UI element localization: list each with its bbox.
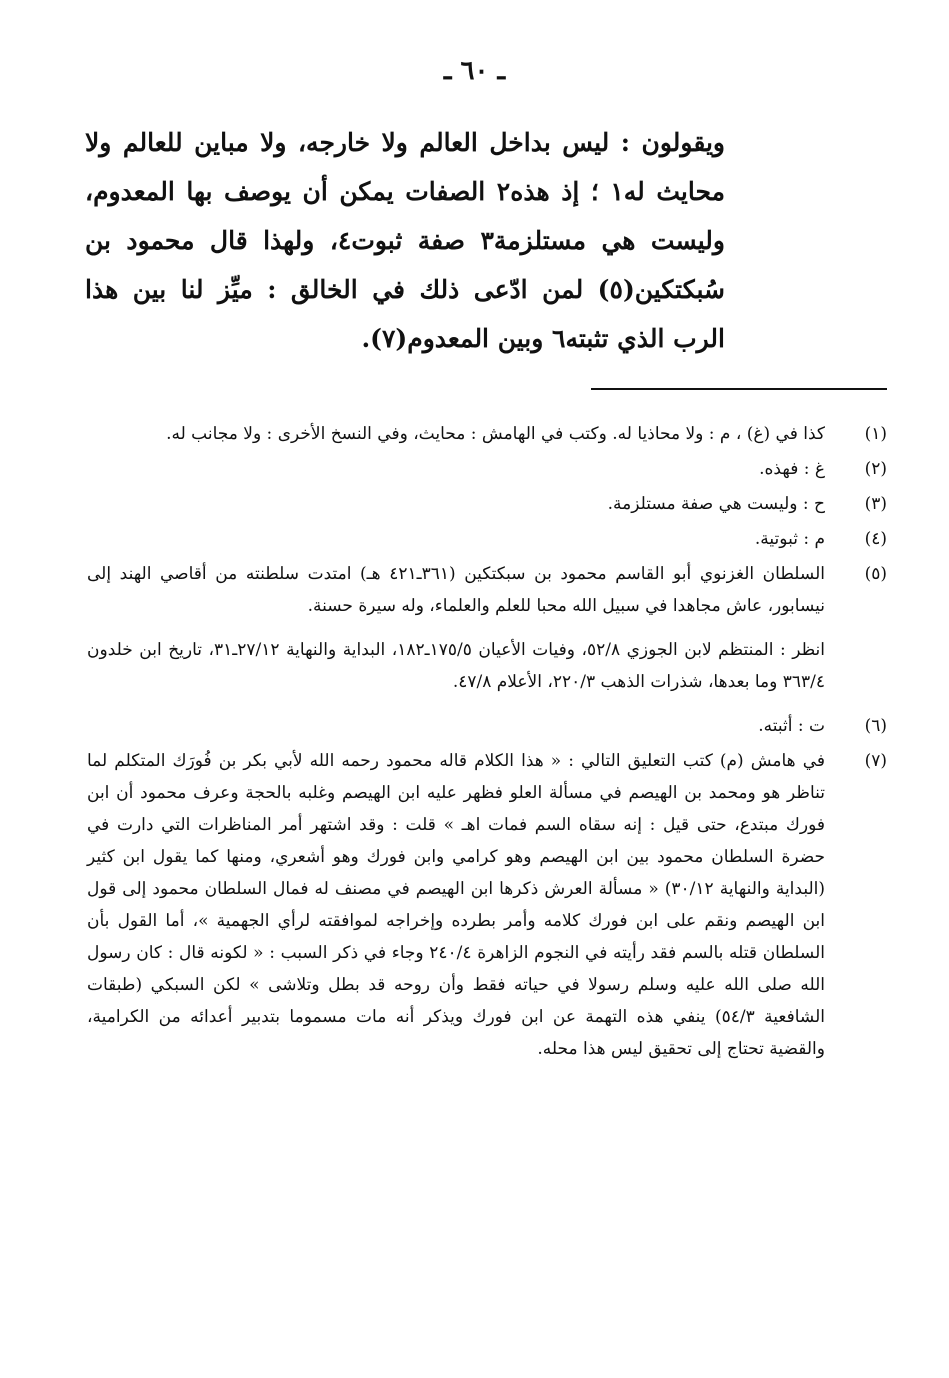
footnote-4	[87, 523, 887, 555]
footnote-number: (٦)	[864, 716, 887, 736]
footnote-1	[87, 418, 887, 450]
footnote-3	[87, 488, 887, 520]
footnote-text: السلطان الغزنوي أبو القاسم محمود بن سبكتكين (٣٦١ـ٤٢١ هـ) امتدت سلطنته من أقاصي الهند إلى نيسابور، عاش مجاهدا في سبيل الله محبا للعلم والعلماء، وله سيرة حسنة.	[87, 564, 825, 616]
footnote-6	[87, 710, 887, 742]
footnote-text: ت : أثبته.	[758, 716, 825, 736]
footnote-number: (١)	[864, 424, 887, 444]
footnote-number: (٥)	[864, 564, 887, 584]
footnotes	[87, 418, 887, 1068]
footnote-text: م : ثبوتية.	[754, 529, 825, 549]
footnote-5-references: انظر : المنتظم لابن الجوزي ٥٢/٨، وفيات الأعيان ١٧٥/٥ـ١٨٢، البداية والنهاية ٢٧/١٢ـ٣١، تاريخ ابن خلدون ٣٦٣/٤ وما بعدها، شذرات الذهب ٢٢٠/٣، الأعلام ٤٧/٨.	[87, 640, 825, 692]
footnote-7	[87, 745, 887, 1065]
main-paragraph: ويقولون : ليس بداخل العالم ولا خارجه، ولا مباين للعالم ولا محايث له١ ؛ إذ هذه٢ الصفات يمكن أن يوصف بها المعدوم، وليست هي مستلزمة٣ صفة ثبوت٤، ولهذا قال محمود بن سُبكتكين(٥) لمن ادّعى ذلك في الخالق : ميِّز لنا بين هذا الرب الذي تثبته٦ وبين المعدوم(٧).	[85, 128, 725, 353]
footnote-5	[87, 558, 887, 622]
footnote-text: غ : فهذه.	[759, 459, 825, 479]
footnote-text: ح : وليست هي صفة مستلزمة.	[607, 494, 825, 514]
footnote-text: كذا في (غ) ، م : ولا محاذيا له. وكتب في الهامش : محايث، وفي النسخ الأخرى : ولا مجانب له.	[166, 424, 825, 444]
footnote-text: في هامش (م) كتب التعليق التالي : « هذا الكلام قاله محمود رحمه الله لأبي بكر بن فُورَك المتكلم لما تناظر هو ومحمد بن الهيصم في مسألة العلو فظهر عليه ابن الهيصم وغلبه بالحجة وعرف محمود أن ابن فورك مبتدع، حتى قيل : إنه سقاه السم فمات اهـ » قلت : وقد اشتهر أمر المناظرات التي دارت في حضرة السلطان محمود بين ابن الهيصم وهو كرامي وابن فورك وهو أشعري، ومنها كما يقول ابن كثير (البداية والنهاية ٣٠/١٢) « مسألة العرش ذكرها ابن الهيصم في مصنف له فمال السلطان محمود إلى قول ابن الهيصم ونقم على ابن فورك كلامه وأمر بطرده وإخراجه لموافقته لرأي الجهمية »، أما القول بأن السلطان قتله بالسم فقد رأيته في النجوم الزاهرة ٢٤٠/٤ وجاء في ذكر السبب : « لكونه قال : كان رسول الله صلى الله عليه وسلم رسولا في حياته فقط وأن روحه قد بطل وتلاشى » لكن السبكي (طبقات الشافعية ٥٤/٣) ينفي هذه التهمة عن ابن فورك ويذكر أنه مات مسموما بتدبير أعدائه من الكرامية، والقضية تحتاج إلى تحقيق ليس هذا محله.	[87, 751, 826, 1059]
footnote-number: (٧)	[864, 751, 887, 771]
page-number: ـ ٦٠ ـ	[443, 56, 506, 86]
footnote-number: (٢)	[864, 459, 887, 479]
footnote-number: (٣)	[864, 494, 887, 514]
footnote-2	[87, 453, 887, 485]
footnote-separator	[591, 388, 887, 390]
footnote-number: (٤)	[864, 529, 887, 549]
main-text	[85, 118, 725, 363]
